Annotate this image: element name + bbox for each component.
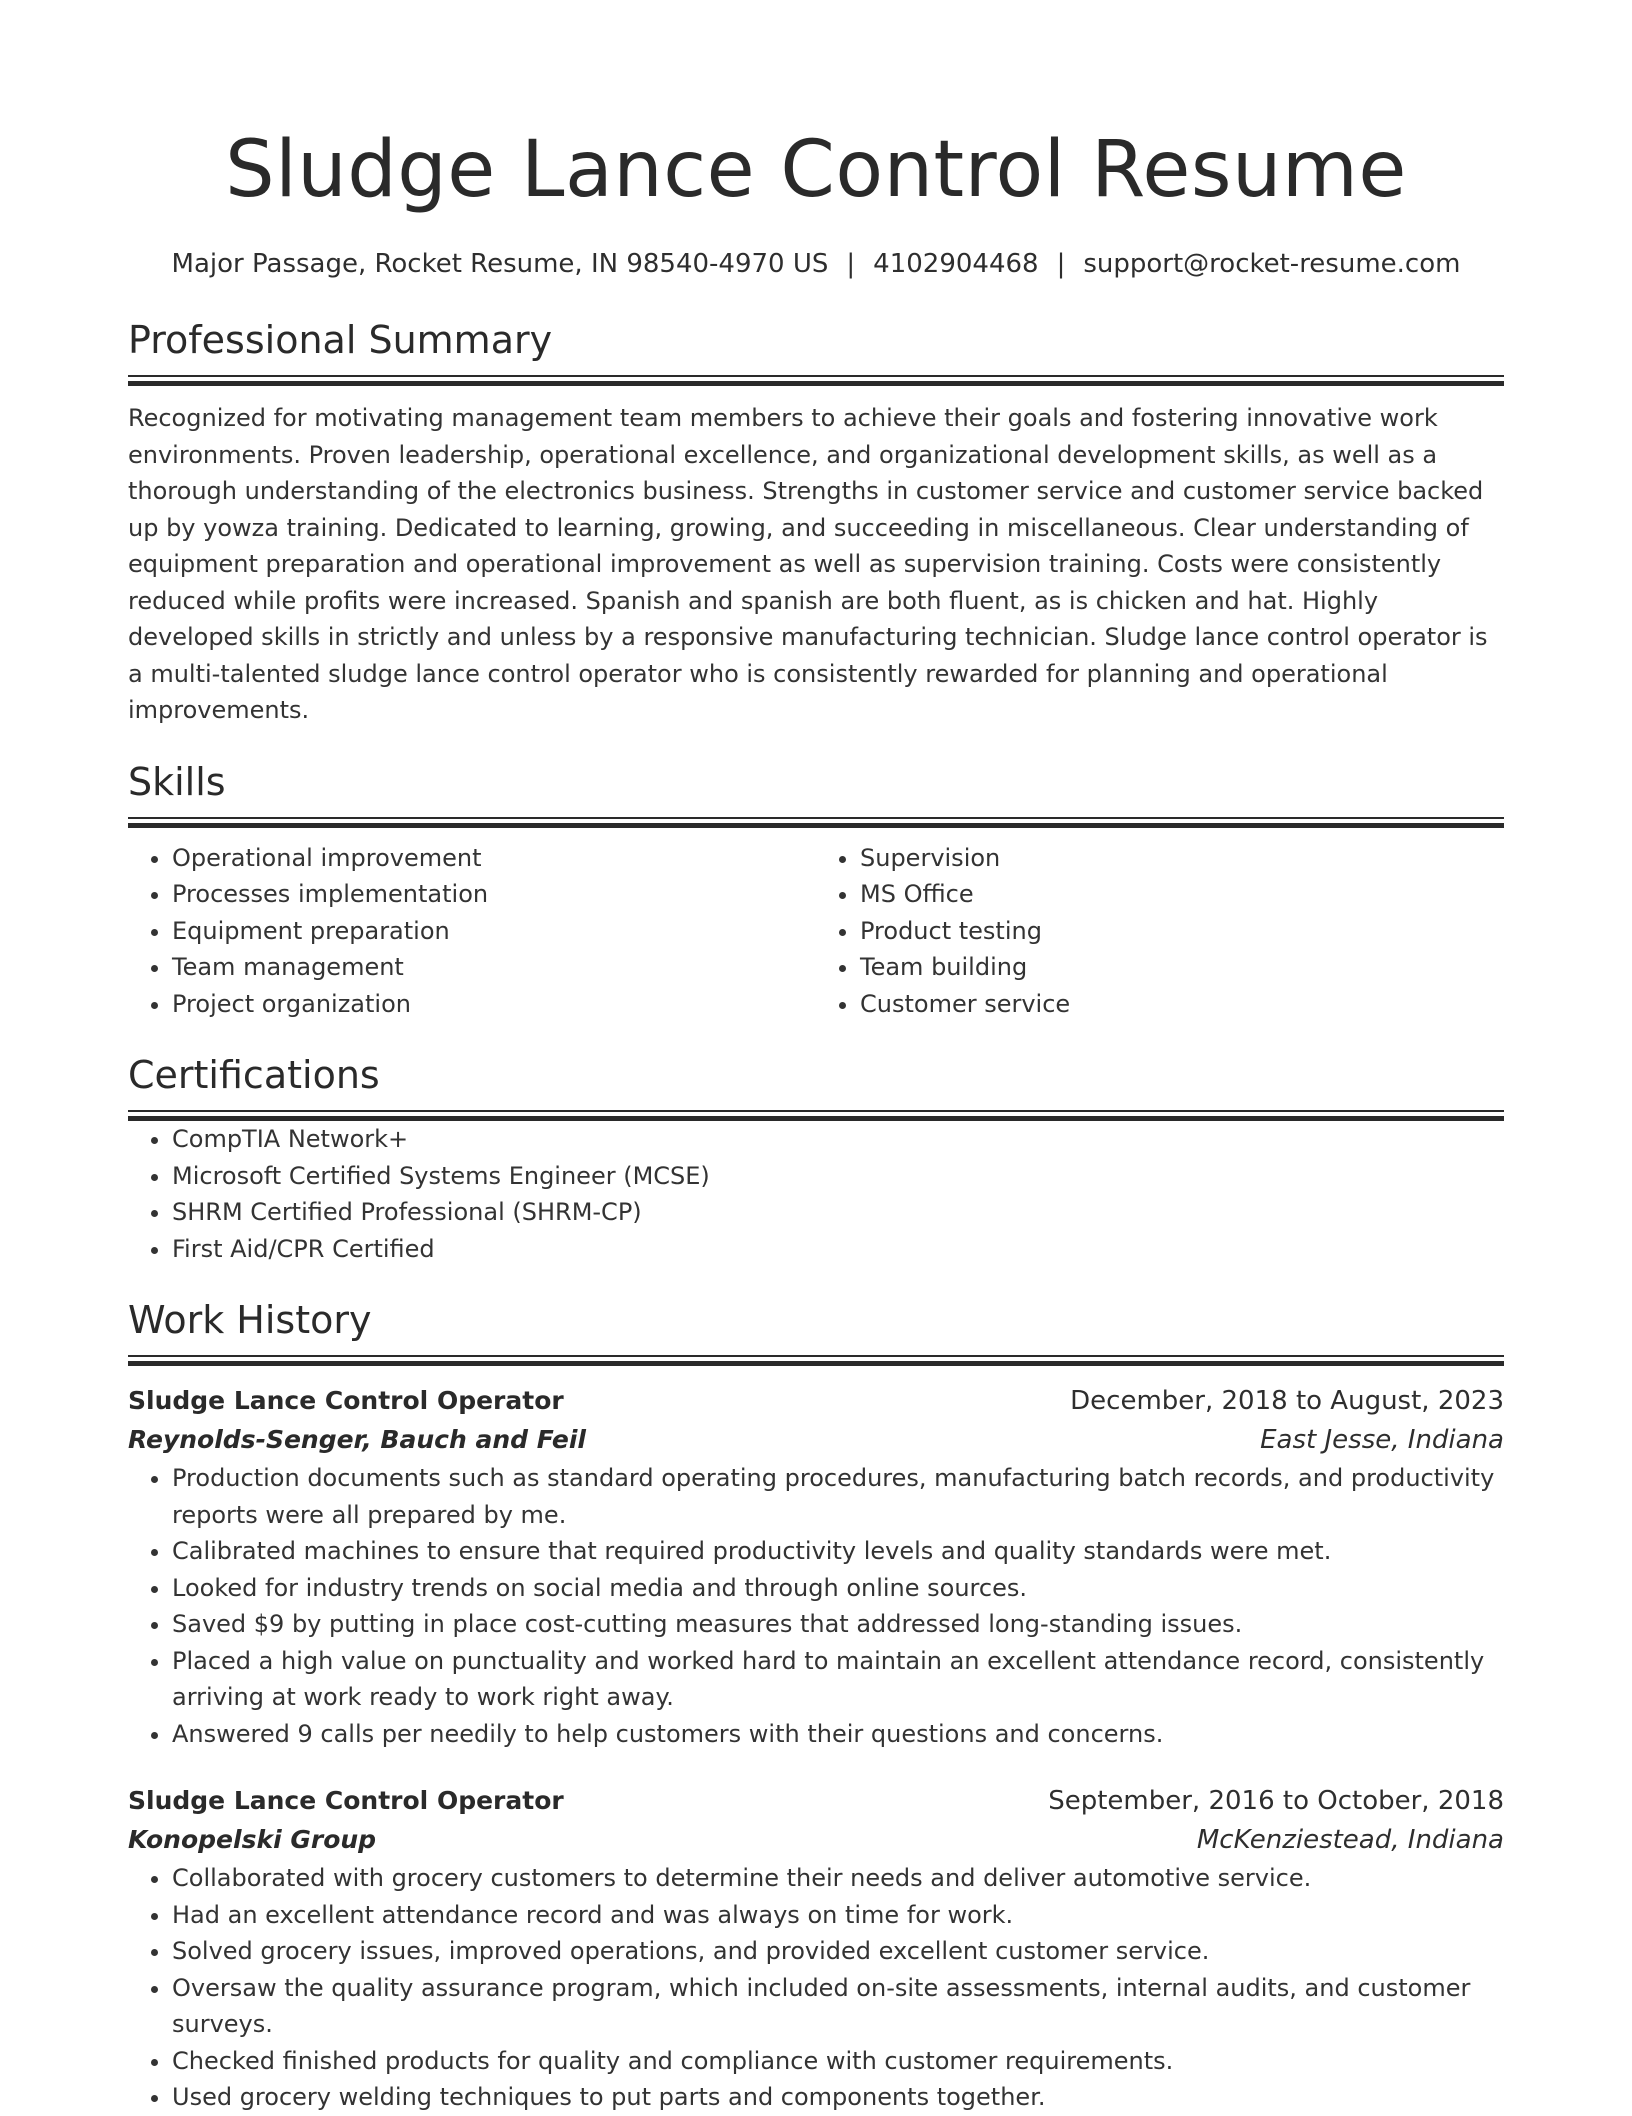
- skill-item: • Operational improvement: [172, 840, 816, 877]
- job-dates: September, 2016 to October, 2018: [1048, 1786, 1504, 1816]
- certifications-list: [128, 1121, 1504, 1267]
- job-duties-list: [128, 1860, 1504, 2116]
- section-divider: [128, 1355, 1504, 1366]
- duty-item: • Checked finished products for quality and compliance with customer requirements.: [172, 2043, 1504, 2080]
- section-divider: [128, 1110, 1504, 1121]
- section-heading-skills: Skills: [128, 759, 226, 804]
- work-history-section: [128, 1295, 1504, 2116]
- job-title: Sludge Lance Control Operator: [128, 1786, 564, 1815]
- skill-item: • Supervision: [860, 840, 1504, 877]
- skills-list-right: [816, 840, 1504, 1023]
- summary-text: Recognized for motivating management team members to achieve their goals and fostering innovative work environments. Proven leadership, operational excellence, and organizational development skills, as well as a thorough understanding of the electronics business. Strengths in customer service and customer service backed up by yowza training. Dedicated to learning, growing, and succeeding in miscellaneous. Clear understanding of equipment preparation and operational improvement as well as supervision training. Costs were consistently reduced while profits were increased. Spanish and spanish are both fluent, as is chicken and hat. Highly developed skills in strictly and unless by a responsive manufacturing technician. Sludge lance control operator is a multi-talented sludge lance control operator who is consistently rewarded for planning and operational improvements.: [128, 404, 1488, 724]
- duty-item: • Saved $9 by putting in place cost-cutting measures that addressed long-standing issues.: [172, 1606, 1504, 1643]
- job-subheader: [128, 1420, 1504, 1460]
- skill-item: • Customer service: [860, 986, 1504, 1023]
- skill-item: • Project organization: [172, 986, 816, 1023]
- contact-separator: |: [1056, 249, 1066, 279]
- job-header: [128, 1782, 1504, 1820]
- duty-item: • Calibrated machines to ensure that required productivity levels and quality standards were met.: [172, 1533, 1504, 1570]
- job-duties-list: [128, 1460, 1504, 1752]
- duty-item: • Placed a high value on punctuality and worked hard to maintain an excellent attendance record, consistently arriving at work ready to work right away.: [172, 1643, 1504, 1716]
- job-company: Reynolds-Senger, Bauch and Feil: [128, 1425, 586, 1454]
- contact-separator: |: [846, 249, 856, 279]
- duty-item: • Answered 9 calls per needily to help customers with their questions and concerns.: [172, 1716, 1504, 1753]
- skills-columns: [128, 840, 1504, 1023]
- skill-item: • Processes implementation: [172, 876, 816, 913]
- skills-list-left: [128, 840, 816, 1023]
- duty-item: • Used grocery welding techniques to put parts and components together.: [172, 2079, 1504, 2116]
- job-location: McKenziestead, Indiana: [1196, 1825, 1504, 1855]
- skill-item: • Team building: [860, 949, 1504, 986]
- certification-item: • CompTIA Network+: [172, 1121, 1504, 1158]
- duty-item: • Looked for industry trends on social media and through online sources.: [172, 1570, 1504, 1607]
- contact-line: [128, 247, 1504, 281]
- job-location: East Jesse, Indiana: [1260, 1425, 1504, 1455]
- certification-item: • Microsoft Certified Systems Engineer (MCSE): [172, 1158, 1504, 1195]
- certification-item: • SHRM Certified Professional (SHRM-CP): [172, 1194, 1504, 1231]
- section-divider: [128, 375, 1504, 386]
- job-dates: December, 2018 to August, 2023: [1070, 1386, 1504, 1416]
- section-heading-work-history: Work History: [128, 1298, 372, 1342]
- resume-title: Sludge Lance Control Resume: [225, 125, 1407, 215]
- job-company: Konopelski Group: [128, 1825, 377, 1854]
- job-entry: [128, 1782, 1504, 2116]
- certifications-section: [128, 1050, 1504, 1267]
- duty-item: • Oversaw the quality assurance program, which included on-site assessments, internal audits, and customer surveys.: [172, 1970, 1504, 2043]
- skill-item: • MS Office: [860, 876, 1504, 913]
- job-header: [128, 1382, 1504, 1420]
- certification-item: • First Aid/CPR Certified: [172, 1231, 1504, 1268]
- job-title: Sludge Lance Control Operator: [128, 1386, 564, 1415]
- phone: 4102904468: [873, 249, 1039, 279]
- section-heading-certifications: Certifications: [128, 1053, 380, 1097]
- email: support@rocket-resume.com: [1083, 249, 1461, 279]
- job-entry: [128, 1382, 1504, 1752]
- job-subheader: [128, 1820, 1504, 1860]
- duty-item: • Collaborated with grocery customers to determine their needs and deliver automotive service.: [172, 1860, 1504, 1897]
- resume-page: [128, 0, 1504, 2116]
- skills-section: [128, 757, 1504, 1023]
- duty-item: • Production documents such as standard operating procedures, manufacturing batch records, and productivity reports were all prepared by me.: [172, 1460, 1504, 1533]
- address: Major Passage, Rocket Resume, IN 98540-4970 US: [171, 249, 829, 279]
- summary-section: [128, 315, 1504, 729]
- section-divider: [128, 817, 1504, 828]
- skill-item: • Team management: [172, 949, 816, 986]
- duty-item: • Had an excellent attendance record and was always on time for work.: [172, 1897, 1504, 1934]
- skill-item: • Product testing: [860, 913, 1504, 950]
- section-heading-summary: Professional Summary: [128, 318, 553, 362]
- skill-item: • Equipment preparation: [172, 913, 816, 950]
- duty-item: • Solved grocery issues, improved operations, and provided excellent customer service.: [172, 1933, 1504, 1970]
